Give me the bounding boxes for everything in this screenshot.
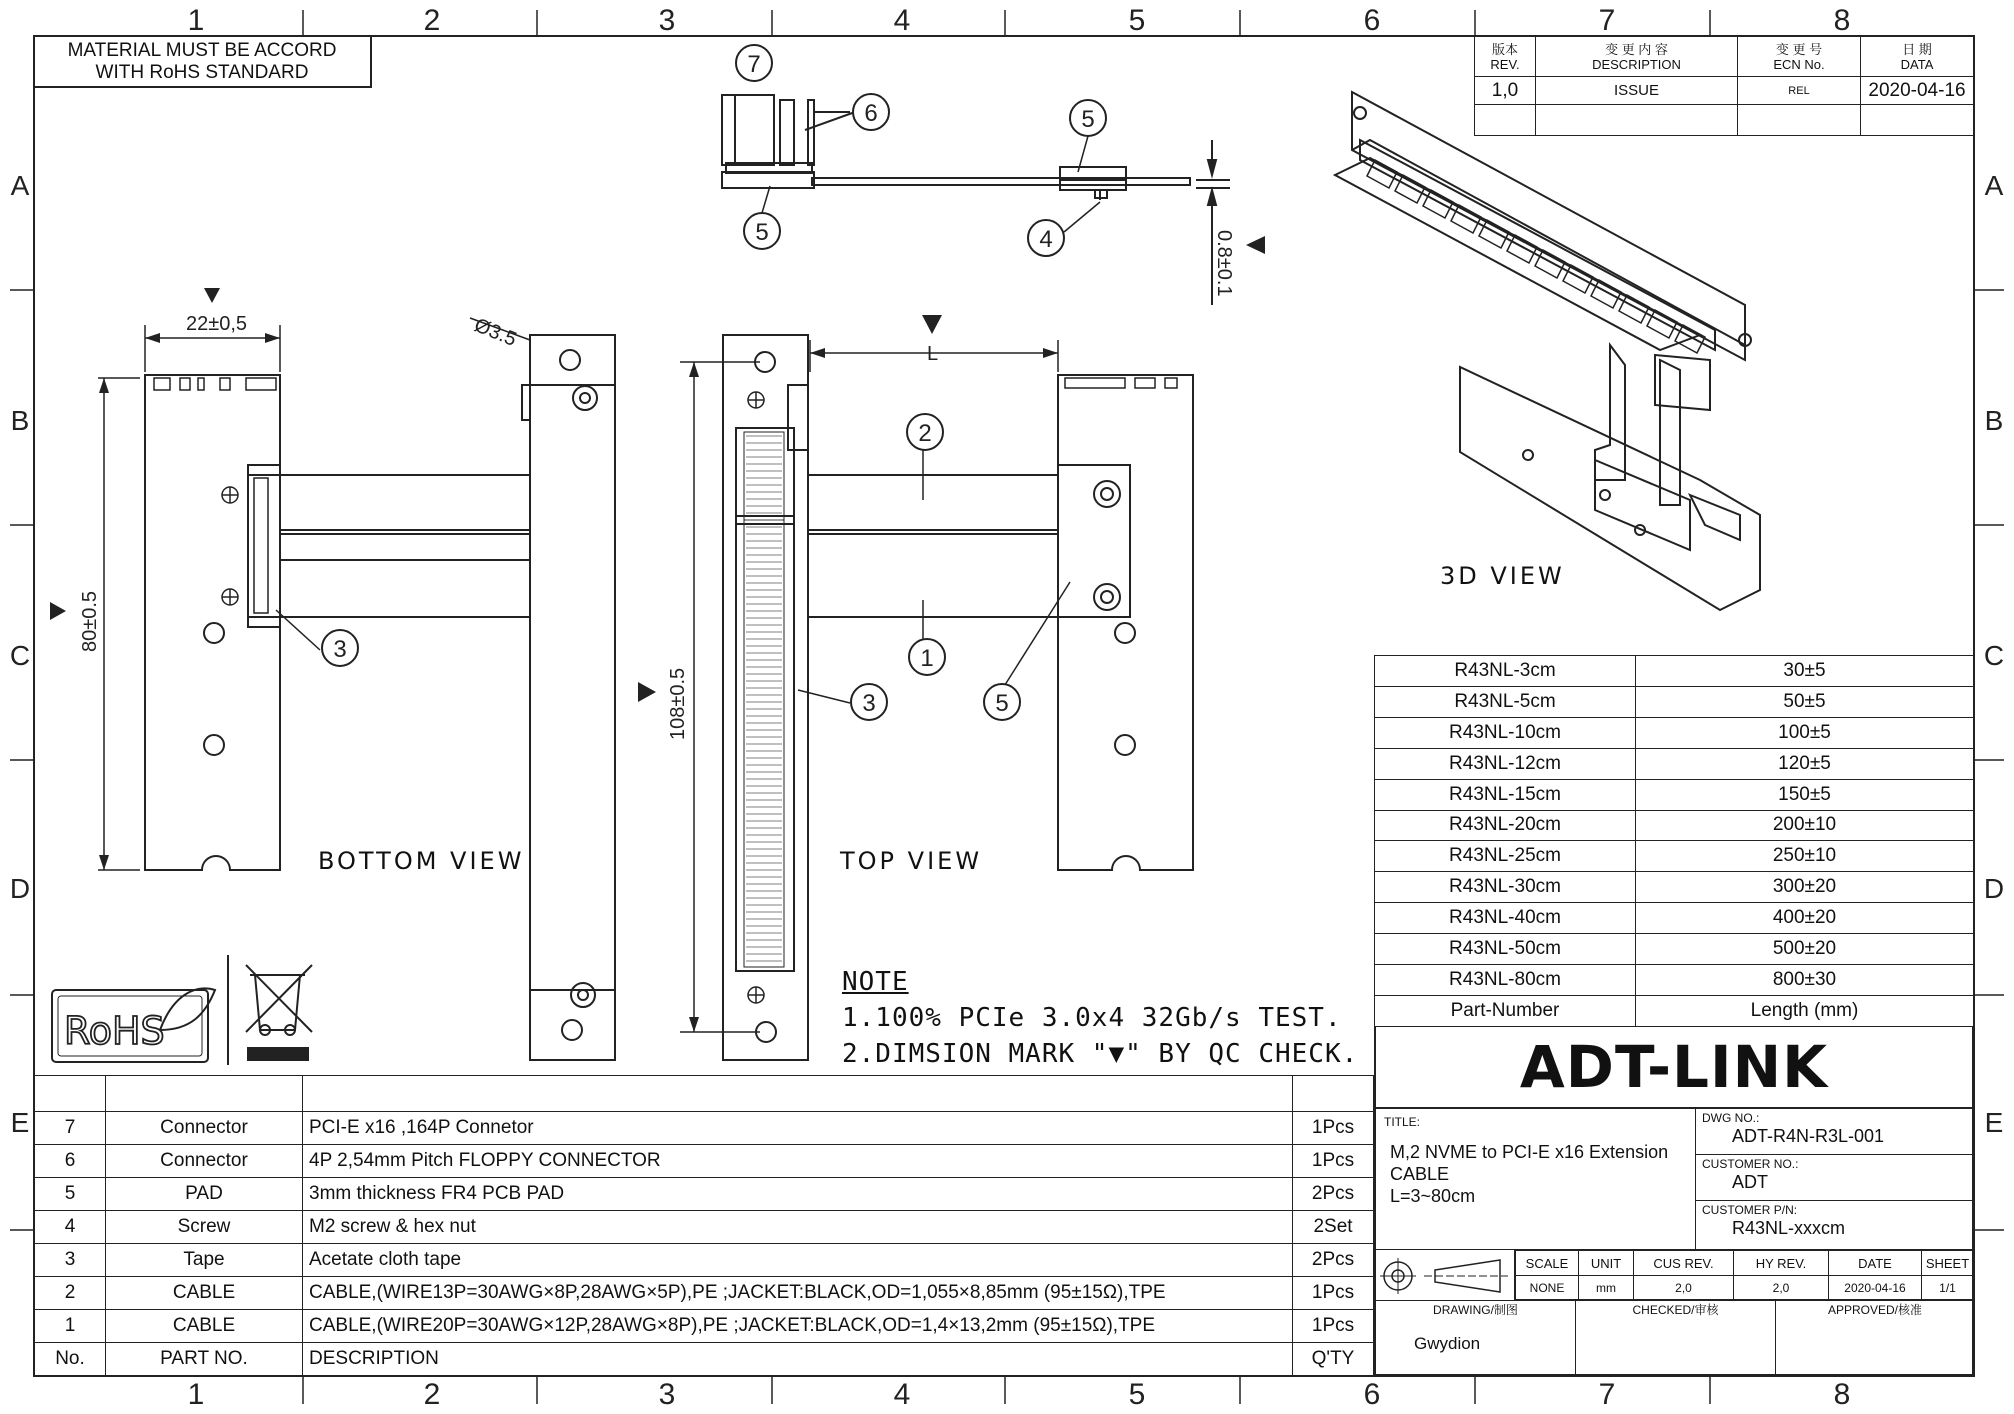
customer-pn-cell (1696, 1201, 1974, 1249)
note-line: 1.100% PCIe 3.0x4 32Gb/s TEST. (842, 1003, 1342, 1033)
rev-ecn: REL (1738, 77, 1861, 105)
callout-circles (322, 45, 1106, 720)
length-part: R43NL-5cm (1375, 686, 1636, 717)
length-row (1375, 686, 1974, 717)
length-table (1374, 655, 1974, 1027)
length-row (1375, 717, 1974, 748)
spec-grid (1514, 1250, 1974, 1300)
rev-header-en: ECN No. (1773, 56, 1825, 72)
dim-board-height: 108±0.5 (667, 667, 689, 740)
title-area (1376, 1109, 1696, 1249)
drawing-label: DRAWING/制图 (1433, 1303, 1518, 1317)
note-line: 2.DIMSION MARK "▼" BY QC CHECK. (842, 1039, 1359, 1069)
title-line: CABLE (1390, 1164, 1450, 1184)
brand-box (1374, 1027, 1974, 1109)
length-row (1375, 810, 1974, 841)
length-row (1375, 841, 1974, 872)
length-part: R43NL-15cm (1375, 779, 1636, 810)
connector-slot (1423, 190, 1453, 218)
callout-7-label: 7 (747, 51, 761, 78)
rev-date: 2020-04-16 (1861, 77, 1974, 105)
bom-desc: PCI-E x16 ,164P Connetor (303, 1112, 1293, 1145)
length-part: R43NL-30cm (1375, 872, 1636, 903)
row-marker: D (9, 873, 31, 904)
row-marker: B (10, 405, 30, 436)
bom-qty: 2Pcs (1293, 1244, 1374, 1277)
column-marker: 6 (1363, 4, 1381, 37)
bom-part: Tape (106, 1244, 303, 1277)
customer-pn-label: CUSTOMER P/N: (1702, 1203, 1798, 1217)
column-marker: 7 (1598, 1378, 1616, 1411)
length-row (1375, 965, 1974, 996)
bom-qty: 2Pcs (1293, 1178, 1374, 1211)
length-value: 800±30 (1636, 965, 1974, 996)
title-line: M,2 NVME to PCI-E x16 Extension (1390, 1142, 1669, 1162)
bottom-view-label: BOTTOM VIEW (318, 847, 525, 875)
bom-header-qty: Q'TY (1293, 1343, 1374, 1376)
bom-desc: M2 screw & hex nut (303, 1211, 1293, 1244)
dim-hole: Ø3.5 (471, 314, 520, 351)
spec-value: 2,0 (1734, 1276, 1829, 1300)
bom-row (35, 1211, 1374, 1244)
rev-header-cn: 变 更 号 (1775, 41, 1823, 57)
length-row (1375, 656, 1974, 687)
length-row (1375, 934, 1974, 965)
column-marker: 3 (658, 4, 676, 37)
connector-slot (1535, 250, 1565, 278)
bom-part: CABLE (106, 1277, 303, 1310)
callout-6-label: 6 (864, 100, 878, 127)
title-label: TITLE: (1384, 1115, 1421, 1129)
column-marker: 5 (1128, 1378, 1146, 1411)
callout-5-label: 5 (1081, 106, 1095, 133)
length-part: R43NL-80cm (1375, 965, 1636, 996)
length-value: 400±20 (1636, 903, 1974, 934)
length-row (1375, 872, 1974, 903)
3d-view (1335, 92, 1760, 610)
length-part: R43NL-25cm (1375, 841, 1636, 872)
checked-cell (1576, 1301, 1776, 1375)
length-part: R43NL-3cm (1375, 656, 1636, 687)
dwg-no-value: ADT-R4N-R3L-001 (1732, 1126, 1885, 1146)
length-part: R43NL-50cm (1375, 934, 1636, 965)
bom-header-part: PART NO. (106, 1343, 303, 1376)
bom-table (34, 1075, 1374, 1376)
row-marker: C (1983, 640, 2005, 671)
bom-row (35, 1112, 1374, 1145)
length-header-length: Length (mm) (1636, 995, 1974, 1026)
length-value: 50±5 (1636, 686, 1974, 717)
spec-header: SCALE (1516, 1251, 1579, 1276)
row-marker: A (1984, 170, 2004, 201)
length-value: 150±5 (1636, 779, 1974, 810)
spec-header: SHEET (1922, 1251, 1974, 1276)
weee-bin-icon (246, 965, 312, 1060)
bom-row (35, 1178, 1374, 1211)
rev-number: 1,0 (1475, 77, 1536, 105)
length-value: 250±10 (1636, 841, 1974, 872)
column-marker: 5 (1128, 4, 1146, 37)
column-marker: 8 (1833, 1378, 1851, 1411)
callout-3-label: 3 (862, 690, 876, 717)
length-value: 100±5 (1636, 717, 1974, 748)
spec-header: HY REV. (1734, 1251, 1829, 1276)
length-value: 500±20 (1636, 934, 1974, 965)
spec-header: CUS REV. (1634, 1251, 1734, 1276)
connector-slot (1619, 295, 1649, 323)
bom-desc: 3mm thickness FR4 PCB PAD (303, 1178, 1293, 1211)
row-marker: E (1984, 1107, 2004, 1138)
column-marker: 8 (1833, 4, 1851, 37)
bom-part: PAD (106, 1178, 303, 1211)
rev-header-en: REV. (1490, 56, 1520, 72)
callout-5-label: 5 (755, 219, 769, 246)
bom-part: Screw (106, 1211, 303, 1244)
bom-no: 4 (35, 1211, 106, 1244)
bom-no: 3 (35, 1244, 106, 1277)
row-marker: C (9, 640, 31, 671)
bom-no: 7 (35, 1112, 106, 1145)
approved-label: APPROVED/核准 (1827, 1303, 1923, 1317)
connector-slot (1395, 175, 1425, 203)
column-marker: 6 (1363, 1378, 1381, 1411)
rohs-text: RoHS (64, 1009, 165, 1053)
callout-2-label: 2 (918, 420, 932, 447)
bom-row (35, 1277, 1374, 1310)
rev-header-en: DATA (1900, 56, 1934, 72)
bom-desc: 4P 2,54mm Pitch FLOPPY CONNECTOR (303, 1145, 1293, 1178)
length-part: R43NL-20cm (1375, 810, 1636, 841)
bom-header-no: No. (35, 1343, 106, 1376)
bom-qty: 1Pcs (1293, 1277, 1374, 1310)
pcie-bracket-left (470, 318, 615, 1060)
connector-slot (1479, 220, 1509, 248)
connector-slot (1591, 280, 1621, 308)
column-marker: 2 (423, 1378, 441, 1411)
callout-4-label: 4 (1039, 226, 1053, 253)
drawer-name: Gwydion (1414, 1334, 1481, 1353)
title-line: L=3~80cm (1390, 1186, 1476, 1206)
spec-value: mm (1579, 1276, 1634, 1300)
bom-header-row (35, 1343, 1374, 1376)
customer-label: CUSTOMER NO.: (1702, 1157, 1799, 1171)
customer-cell (1696, 1155, 1974, 1201)
top-view-label: TOP VIEW (840, 847, 983, 875)
rev-description: ISSUE (1536, 77, 1738, 105)
brand-logo: ADT-LINK (1519, 1033, 1829, 1101)
spec-header: UNIT (1579, 1251, 1634, 1276)
bom-header-desc: DESCRIPTION (303, 1343, 1293, 1376)
note-block (842, 964, 1358, 1072)
bom-qty: 1Pcs (1293, 1145, 1374, 1178)
side-view (722, 95, 1230, 305)
length-header-row (1375, 995, 1974, 1026)
callout-3-label: 3 (333, 636, 347, 663)
row-marker: E (10, 1107, 30, 1138)
projection-symbol-icon (1380, 1256, 1510, 1296)
callout-5-label: 5 (995, 690, 1009, 717)
dwg-no-cell (1696, 1109, 1974, 1155)
length-part: R43NL-10cm (1375, 717, 1636, 748)
bom-no: 5 (35, 1178, 106, 1211)
approved-cell (1776, 1301, 1974, 1375)
bom-row (35, 1244, 1374, 1277)
rohs-logo (52, 988, 215, 1062)
length-row (1375, 903, 1974, 934)
note-title: NOTE (842, 967, 909, 997)
connector-slot (1563, 265, 1593, 293)
bom-no: 1 (35, 1310, 106, 1343)
rev-header-en: DESCRIPTION (1592, 56, 1681, 72)
checked-label: CHECKED/审核 (1632, 1303, 1719, 1317)
length-row (1375, 748, 1974, 779)
column-marker: 3 (658, 1378, 676, 1411)
spec-header: DATE (1829, 1251, 1922, 1276)
bom-desc: Acetate cloth tape (303, 1244, 1293, 1277)
bom-qty: 1Pcs (1293, 1112, 1374, 1145)
column-marker: 1 (187, 4, 205, 37)
title-block (1374, 1109, 1974, 1376)
spec-value: 1/1 (1922, 1276, 1974, 1300)
rev-header-cn: 变 更 内 容 (1605, 41, 1668, 57)
connector-slot (1367, 160, 1397, 188)
bom-no: 2 (35, 1277, 106, 1310)
bom-no: 6 (35, 1145, 106, 1178)
spec-value: NONE (1516, 1276, 1579, 1300)
length-value: 300±20 (1636, 872, 1974, 903)
row-marker: B (1984, 405, 2004, 436)
material-note-line: WITH RoHS STANDARD (95, 62, 309, 83)
bom-row (35, 1310, 1374, 1343)
rev-header-cn: 版本 (1491, 41, 1518, 57)
row-marker: A (10, 170, 30, 201)
column-marker: 7 (1598, 4, 1616, 37)
bom-desc: CABLE,(WIRE20P=30AWG×12P,28AWG×8P),PE ;JACKET:BLACK,OD=1,4×13,2mm (95±15Ω),TPE (303, 1310, 1293, 1343)
column-marker: 1 (187, 1378, 205, 1411)
connector-slot (1507, 235, 1537, 263)
bom-part: CABLE (106, 1310, 303, 1343)
length-value: 200±10 (1636, 810, 1974, 841)
dim-width: 22±0,5 (186, 313, 248, 335)
column-marker: 4 (893, 1378, 911, 1411)
row-marker: D (1983, 873, 2005, 904)
spec-value: 2020-04-16 (1829, 1276, 1922, 1300)
bom-desc: CABLE,(WIRE13P=30AWG×8P,28AWG×5P),PE ;JACKET:BLACK,OD=1,055×8,85mm (95±15Ω),TPE (303, 1277, 1293, 1310)
length-row (1375, 779, 1974, 810)
rev-header-cn: 日 期 (1902, 41, 1932, 57)
drawing-cell (1376, 1301, 1576, 1375)
length-value: 120±5 (1636, 748, 1974, 779)
material-note-line: MATERIAL MUST BE ACCORD (67, 40, 337, 61)
signature-row (1376, 1301, 1974, 1375)
3d-view-label: 3D VIEW (1440, 562, 1565, 590)
connector-slot (1647, 310, 1677, 338)
column-marker: 2 (423, 4, 441, 37)
customer-pn-value: R43NL-xxxcm (1732, 1218, 1846, 1238)
dwg-no-label: DWG NO.: (1702, 1111, 1760, 1125)
length-header-part: Part-Number (1375, 995, 1636, 1026)
bottom-view (98, 325, 530, 870)
spec-value: 2,0 (1634, 1276, 1734, 1300)
bom-part: Connector (106, 1112, 303, 1145)
customer-value: ADT (1732, 1172, 1768, 1192)
callout-1-label: 1 (920, 645, 934, 672)
spec-row (1376, 1249, 1974, 1301)
connector-slot (1451, 205, 1481, 233)
dim-length: 80±0.5 (79, 590, 101, 652)
dim-thickness: 0.8±0.1 (1213, 230, 1235, 297)
column-marker: 4 (893, 4, 911, 37)
length-part: R43NL-40cm (1375, 903, 1636, 934)
length-value: 30±5 (1636, 656, 1974, 687)
bom-qty: 1Pcs (1293, 1310, 1374, 1343)
revision-table (1474, 36, 1974, 136)
dim-cable-length: L (927, 343, 939, 365)
length-part: R43NL-12cm (1375, 748, 1636, 779)
bom-qty: 2Set (1293, 1211, 1374, 1244)
bom-row (35, 1145, 1374, 1178)
bom-part: Connector (106, 1145, 303, 1178)
material-note-box (34, 36, 372, 88)
